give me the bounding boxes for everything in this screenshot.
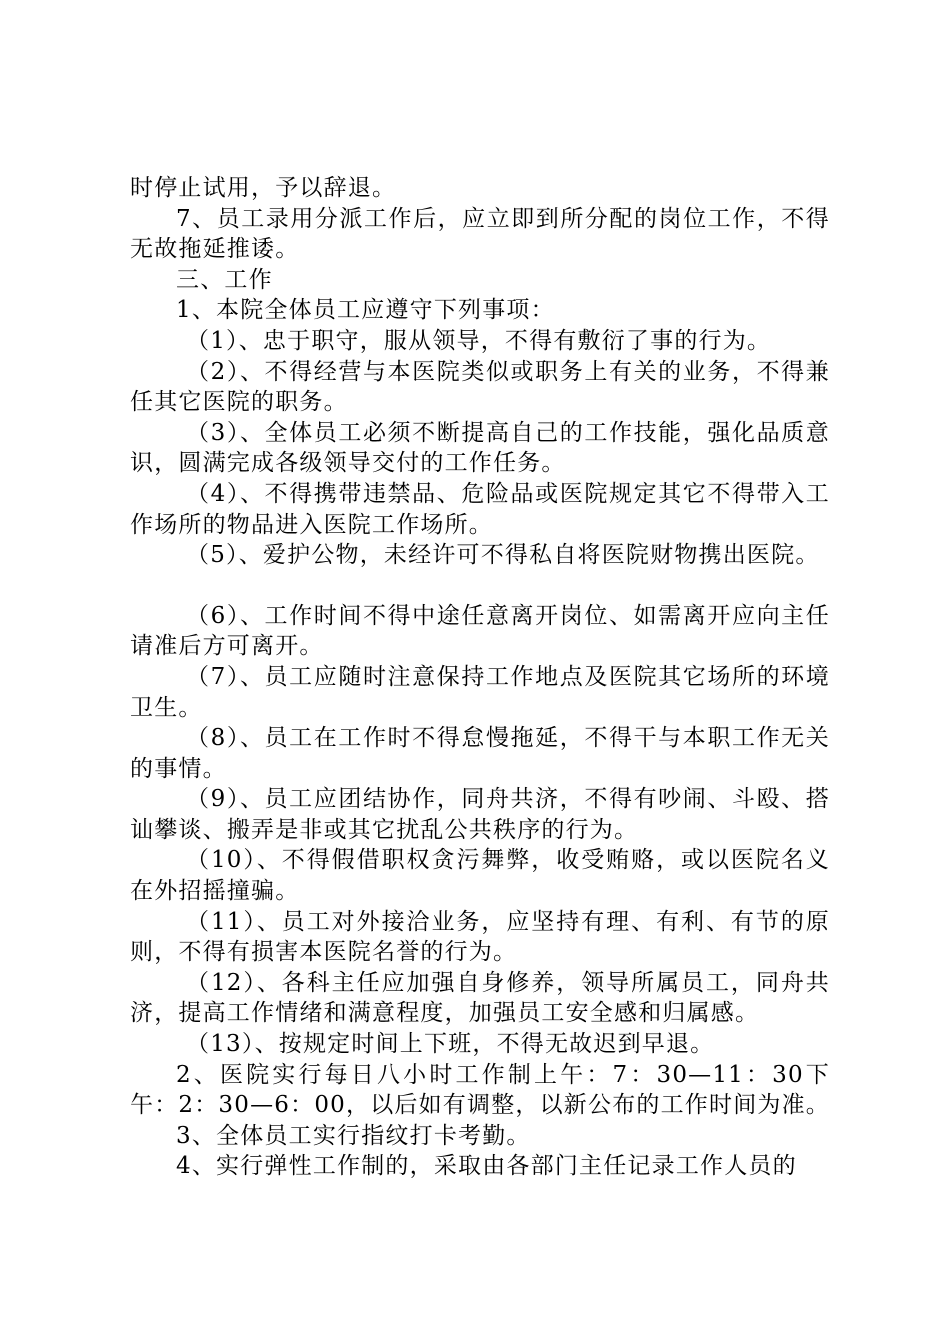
paragraph-rule-4: 4、实行弹性工作制的，采取由各部门主任记录工作人员的 — [176, 1153, 797, 1180]
paragraph-subitem-1: （1）、忠于职守，服从领导，不得有敷衍了事的行为。 — [186, 327, 772, 354]
section-heading-work: 三、工作 — [176, 266, 273, 293]
paragraph-subitem-4: （4）、不得携带违禁品、危险品或医院规定其它不得带入工作场所的物品进入医院工作场所。 — [130, 480, 830, 538]
paragraph-subitem-9: （9）、员工应团结协作，同舟共济，不得有吵闹、斗殴、搭讪攀谈、搬弄是非或其它扰乱公共秩序的行为。 — [130, 786, 830, 843]
paragraph-subitem-13: （13）、按规定时间上下班，不得无故迟到早退。 — [186, 1031, 715, 1058]
blank-line — [130, 571, 830, 601]
paragraph-rule-3: 3、全体员工实行指纹打卡考勤。 — [176, 1122, 531, 1149]
paragraph-subitem-6: （6）、工作时间不得中途任意离开岗位、如需离开应向主任请准后方可离开。 — [130, 602, 830, 660]
paragraph-subitem-2: （2）、不得经营与本医院类似或职务上有关的业务，不得兼任其它医院的职务。 — [130, 358, 830, 416]
document-body — [130, 173, 830, 1182]
paragraph-subitem-12: （12）、各科主任应加强自身修养，领导所属员工，同舟共济，提高工作情绪和满意程度，加强员工安全感和归属感。 — [130, 969, 830, 1027]
paragraph-subitem-8: （8）、员工在工作时不得怠慢拖延，不得干与本职工作无关的事情。 — [130, 725, 830, 782]
paragraph-continuation: 时停止试用，予以辞退。 — [130, 175, 397, 201]
paragraph-subitem-10: （10）、不得假借职权贪污舞弊，收受贿赂，或以医院名义在外招摇撞骗。 — [130, 847, 830, 905]
paragraph-subitem-5: （5）、爱护公物，未经许可不得私自将医院财物携出医院。 — [186, 542, 820, 569]
paragraph-subitem-3: （3）、全体员工必须不断提高自己的工作技能，强化品质意识，圆满完成各级领导交付的工作任务。 — [130, 419, 830, 477]
paragraph-subitem-11: （11）、员工对外接洽业务，应坚持有理、有利、有节的原则，不得有损害本医院名誉的行为。 — [130, 908, 830, 966]
paragraph-subitem-7: （7）、员工应随时注意保持工作地点及医院其它场所的环境卫生。 — [130, 663, 830, 721]
paragraph-item-7: 7、员工录用分派工作后，应立即到所分配的岗位工作，不得无故拖延推诿。 — [130, 205, 830, 263]
paragraph-rule-2: 2、医院实行每日八小时工作制上午：7：30—11：30下午：2：30—6：00，以后如有调整，以新公布的工作时间为准。 — [130, 1061, 830, 1119]
paragraph-rule-1: 1、本院全体员工应遵守下列事项： — [176, 297, 555, 324]
